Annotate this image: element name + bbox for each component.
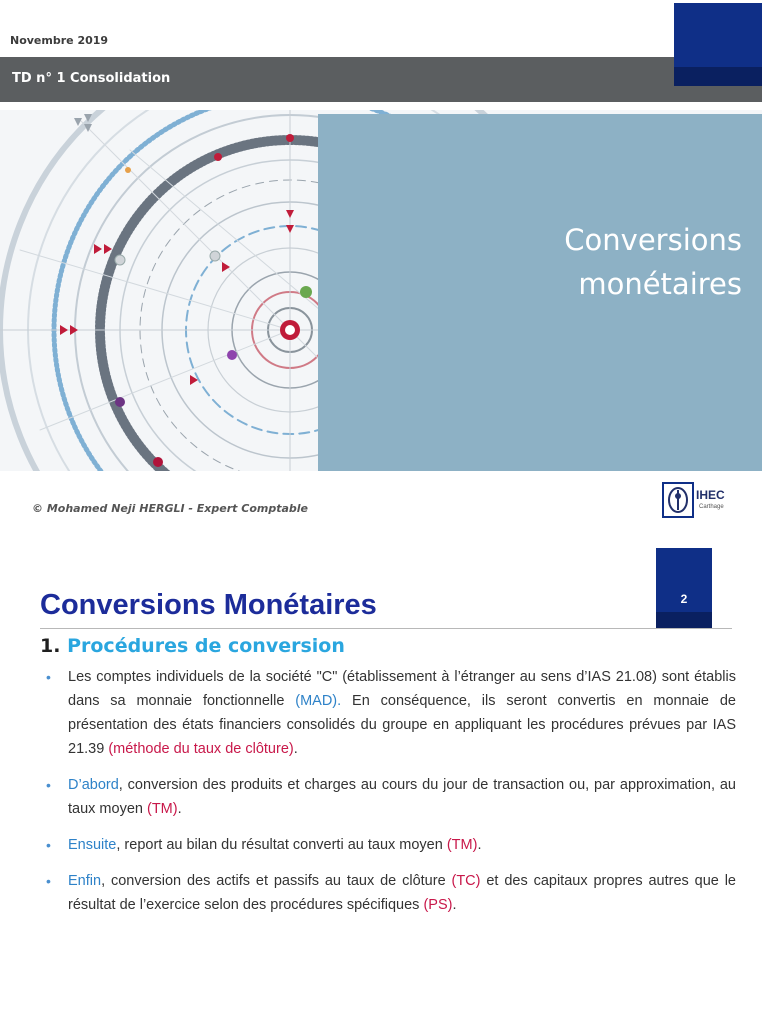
content-slide — [0, 535, 768, 1024]
ihec-logo — [662, 482, 732, 518]
page-badge-strip — [656, 612, 712, 629]
logo-subtitle: Carthage — [699, 504, 724, 510]
section-title: Procédures de conversion — [67, 635, 345, 657]
hero-image — [0, 110, 762, 471]
corner-badge-strip — [674, 67, 762, 86]
slide-title: Conversions Monétaires — [40, 589, 377, 621]
slide-date: Novembre 2019 — [10, 34, 109, 47]
list-item: • Les comptes individuels de la société "C" (établissement à l’étranger au sens d’IAS 21.08) sont établis dans sa monnaie fonctionnelle (MAD). En conséquence, ils seront convertis en monnaie de présentation des états financiers consolidés du groupe en appliquant les procédures prévues par IAS 21.39 (méthode du taux de clôture). — [46, 665, 736, 761]
title-panel — [318, 114, 762, 471]
ihec-emblem-icon — [662, 482, 694, 518]
copyright-text: © Mohamed Neji HERGLI - Expert Comptable — [32, 502, 309, 515]
header-bar — [0, 57, 762, 102]
section-heading — [40, 635, 345, 657]
header-title: TD n° 1 Consolidation — [12, 71, 171, 86]
list-item: • Enfin, conversion des actifs et passifs au taux de clôture (TC) et des capitaux propres autres que le résultat de l’exercice selon des procédures spécifiques (PS). — [46, 869, 736, 917]
list-item: • Ensuite, report au bilan du résultat converti au taux moyen (TM). — [46, 833, 736, 857]
logo-name: IHEC — [696, 488, 725, 502]
page-number: 2 — [680, 592, 688, 606]
section-number: 1. — [40, 635, 61, 657]
hero-title: Conversions monétaires — [564, 223, 742, 301]
bullet-list — [46, 665, 736, 929]
title-divider — [40, 628, 732, 629]
list-item: • D’abord, conversion des produits et charges au cours du jour de transaction ou, par approximation, au taux moyen (TM). — [46, 773, 736, 821]
